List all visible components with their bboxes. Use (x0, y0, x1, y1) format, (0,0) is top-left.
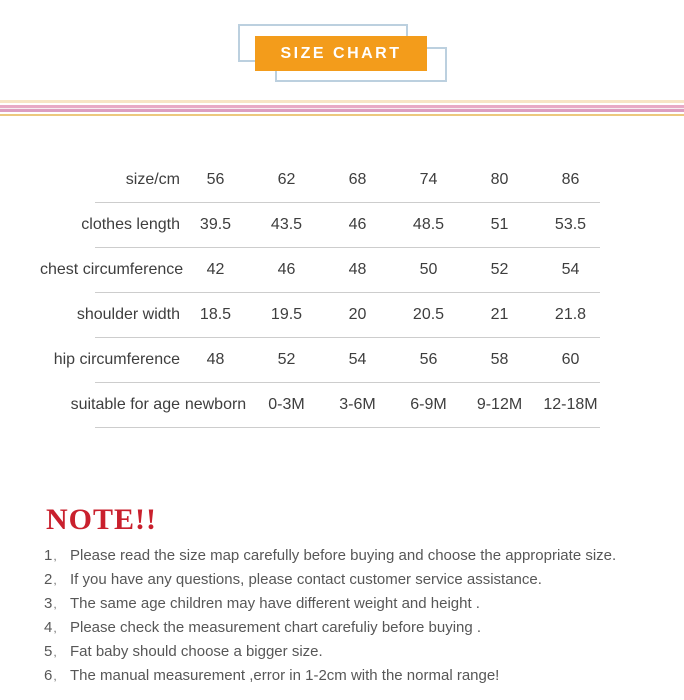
row-label: clothes length (81, 216, 180, 233)
shoulder-value: 21.8 (554, 306, 587, 323)
note-item (44, 596, 654, 612)
size-table (40, 158, 606, 428)
age-value: 12-18M (543, 396, 598, 413)
note-list (44, 548, 654, 692)
note-item-number: 2 , (44, 572, 70, 588)
chest-value: 54 (561, 261, 580, 278)
hip-value: 60 (561, 351, 580, 368)
length-value: 53.5 (554, 216, 587, 233)
chest-value: 48 (348, 261, 367, 278)
row-divider (95, 427, 600, 428)
row-label: chest circumference (40, 261, 184, 278)
note-item (44, 572, 654, 588)
age-value: 0-3M (268, 396, 305, 413)
hip-value: 58 (490, 351, 509, 368)
table-row-hip (40, 338, 606, 382)
row-label: shoulder width (76, 306, 180, 323)
length-value: 46 (348, 216, 367, 233)
table-row-clothes-length (40, 203, 606, 247)
row-label: hip circumference (53, 351, 180, 368)
note-item (44, 644, 654, 660)
shoulder-value: 20 (348, 306, 367, 323)
note-heading: NOTE!! (46, 503, 157, 536)
note-item-text: Fat baby should choose a bigger size. (70, 643, 323, 660)
shoulder-value: 21 (490, 306, 509, 323)
age-value: newborn (184, 396, 247, 413)
note-item-text: Please check the measurement chart carefuliy before buying . (70, 619, 482, 636)
hip-value: 56 (419, 351, 438, 368)
hip-value: 48 (206, 351, 225, 368)
size-value: 56 (206, 171, 225, 188)
length-value: 51 (490, 216, 509, 233)
hip-value: 54 (348, 351, 367, 368)
table-row-chest (40, 248, 606, 292)
note-item-text: If you have any questions, please contact customer service assistance. (70, 571, 542, 588)
decorative-stripes (0, 100, 684, 116)
size-value: 86 (561, 171, 580, 188)
length-value: 39.5 (199, 216, 232, 233)
note-item-number: 4 , (44, 620, 70, 636)
chest-value: 46 (277, 261, 296, 278)
size-value: 80 (490, 171, 509, 188)
note-item-number: 5 , (44, 644, 70, 660)
note-item-text: Please read the size map carefully before buying and choose the appropriate size. (70, 547, 617, 564)
table-row-size (40, 158, 606, 202)
size-chart-banner (255, 36, 427, 71)
size-value: 68 (348, 171, 367, 188)
size-value: 62 (277, 171, 296, 188)
size-value: 74 (419, 171, 438, 188)
note-item-number: 6 , (44, 668, 70, 684)
hip-value: 52 (277, 351, 296, 368)
row-label: suitable for age (70, 396, 180, 413)
row-label: size/cm (125, 171, 180, 188)
note-item (44, 548, 654, 564)
note-item (44, 620, 654, 636)
page-title: SIZE CHART (280, 44, 402, 62)
note-item-number: 1 , (44, 548, 70, 564)
age-value: 3-6M (339, 396, 376, 413)
note-item-number: 3 , (44, 596, 70, 612)
chest-value: 50 (419, 261, 438, 278)
shoulder-value: 18.5 (199, 306, 232, 323)
note-item-text: The manual measurement ,error in 1-2cm with the normal range! (70, 667, 500, 684)
table-row-shoulder (40, 293, 606, 337)
age-value: 9-12M (476, 396, 523, 413)
note-item-text: The same age children may have different weight and height . (70, 595, 480, 612)
stripe-yellow (0, 114, 684, 116)
length-value: 48.5 (412, 216, 445, 233)
chest-value: 52 (490, 261, 509, 278)
chest-value: 42 (206, 261, 225, 278)
shoulder-value: 19.5 (270, 306, 303, 323)
note-item (44, 668, 654, 684)
length-value: 43.5 (270, 216, 303, 233)
shoulder-value: 20.5 (412, 306, 445, 323)
table-row-age (40, 383, 606, 427)
age-value: 6-9M (410, 396, 447, 413)
